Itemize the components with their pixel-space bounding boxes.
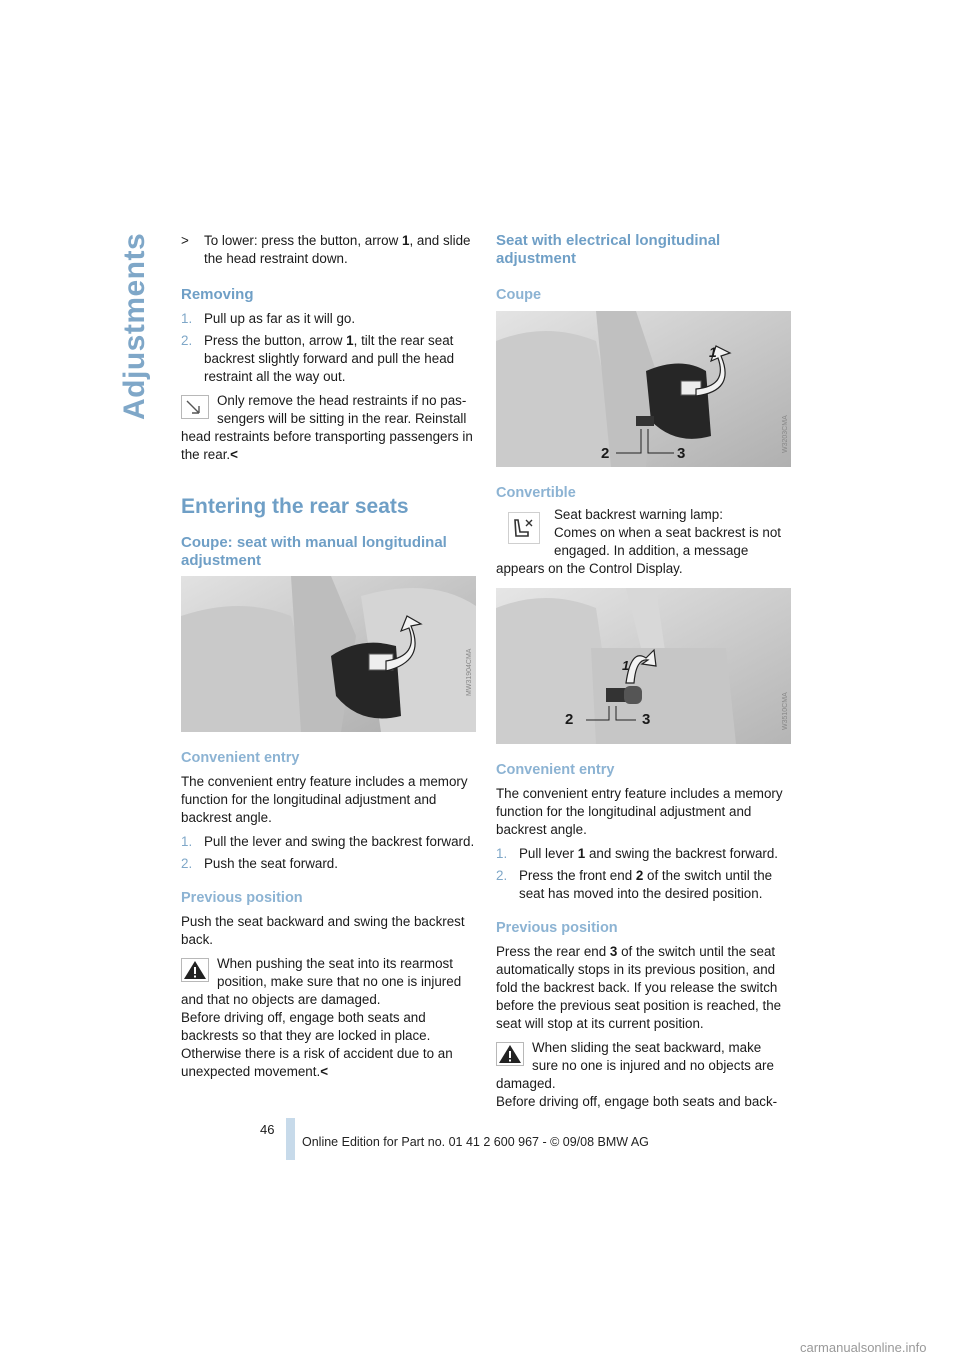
convertible-heading: Convertible — [496, 485, 576, 501]
callout-2: 2 — [565, 711, 574, 728]
callout-1: 1 — [709, 344, 717, 360]
seat-lever-image: MW31904CMA — [181, 576, 476, 732]
right-column-convertible — [496, 484, 791, 578]
convenient-entry-text: The convenient entry feature includes a memory function for the longitudinal adjustment and backrest angle. — [496, 786, 783, 837]
coupe-seat-switch-image: 2 3 1 W3203CMA — [496, 311, 791, 467]
left-column-lower — [181, 749, 476, 1081]
lamp-note: Seat backrest warning lamp: Comes on when a seat backrest is not engaged. In addition, a message appears on the Control Display. — [496, 507, 782, 576]
footer-bar — [286, 1118, 295, 1160]
previous-position-heading: Previous position — [496, 920, 618, 936]
page-number: 46 — [260, 1122, 275, 1137]
list-item: 2. Press the button, arrow 1, tilt the rear seat backrest slightly forward and pull the head restraint all the way out. — [181, 333, 455, 384]
list-item: 1. Pull up as far as it will go. — [181, 311, 356, 326]
warning-icon — [181, 958, 209, 982]
list-item: 2. Push the seat forward. — [181, 856, 338, 871]
previous-position-text: Push the seat backward and swing the backrest back. — [181, 914, 465, 947]
section-sidebar-title: Adjustments — [118, 232, 151, 420]
callout-3: 3 — [677, 445, 686, 462]
convenient-entry-heading: Convenient entry — [496, 762, 615, 778]
convertible-seat-switch-image: 2 3 1 W3510CMA — [496, 588, 791, 744]
bullet-marker: > — [181, 233, 189, 248]
right-column — [496, 232, 791, 304]
note-icon — [181, 395, 209, 419]
electrical-heading: Seat with electrical longitudinal adjustment — [496, 232, 721, 267]
previous-position-heading: Previous position — [181, 890, 303, 906]
warning-block: When sliding the seat backward, make sure no one is injured and no objects are damaged. Before driving off, engage both seats and back- — [496, 1040, 778, 1109]
watermark: carmanualsonline.info — [800, 1340, 927, 1355]
convenient-entry-text: The convenient entry feature includes a memory function for the longitudinal adjustment and backrest angle. — [181, 774, 468, 825]
note-block: Only remove the head restraints if no pas- sengers will be sitting in the rear. Reinstall head restraints before transporting passengers in the rear.< — [181, 393, 473, 462]
coupe-manual-heading: Coupe: seat with manual longitudinal adjustment — [181, 534, 447, 569]
coupe-seat-switch-illustration — [496, 311, 791, 467]
callout-3: 3 — [642, 711, 651, 728]
list-item: 1. Pull the lever and swing the backrest forward. — [181, 834, 475, 849]
callout-1: 1 — [622, 658, 630, 673]
list-item: 1. Pull lever 1 and swing the backrest forward. — [496, 846, 779, 861]
removing-heading: Removing — [181, 286, 254, 303]
right-column-lower — [496, 761, 791, 1111]
list-item: 2. Press the front end 2 of the switch until the seat has moved into the desired position. — [496, 868, 773, 901]
left-column — [181, 232, 476, 570]
end-mark: < — [320, 1064, 329, 1079]
seat-backrest-warning-lamp-icon — [508, 512, 540, 544]
callout-2: 2 — [601, 445, 610, 462]
convenient-entry-heading: Convenient entry — [181, 750, 300, 766]
previous-position-text: Press the rear end 3 of the switch until the seat automatically stops in its previous position, and fold the backrest back. If you release the switch before the previous seat position is reached, the seat will stop at its current position. — [496, 944, 782, 1031]
seat-lever-illustration — [181, 576, 476, 732]
edition-footer: Online Edition for Part no. 01 41 2 600 967 - © 09/08 BMW AG — [302, 1135, 649, 1149]
warning-block: When pushing the seat into its rearmost position, make sure that no one is injured and that no objects are damaged. Before driving off, engage both seats and backrests so that they are locked in place. Otherwise there is a risk of accident due to an unexpected movement.< — [181, 956, 462, 1079]
list-item: > To lower: press the button, arrow 1, and slide the head restraint down. — [181, 233, 471, 266]
entering-heading: Entering the rear seats — [181, 495, 409, 518]
warning-icon — [496, 1042, 524, 1066]
end-mark: < — [230, 447, 238, 462]
coupe-heading: Coupe — [496, 287, 542, 303]
